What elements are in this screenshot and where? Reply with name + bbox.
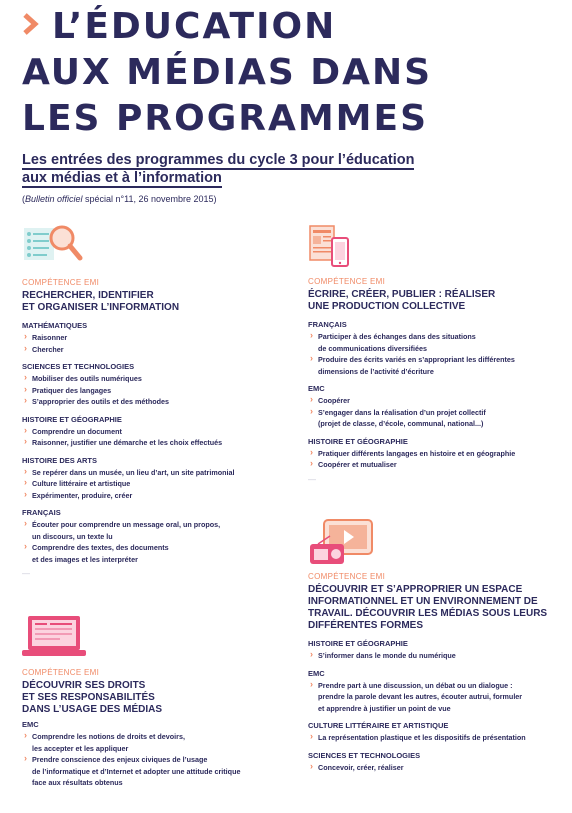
- block-title: DÉCOUVRIR ET S’APPROPRIER UN ESPACE INFORMATIONNEL ET UN ENVIRONNEMENT DE TRAVAIL. DÉCOUVRIR LES MÉDIAS SOUS LEURS DIFFÉRENTES FORMES: [308, 584, 548, 631]
- subject-heading: CULTURE LITTÉRAIRE ET ARTISTIQUE: [308, 721, 449, 730]
- competence-label: COMPÉTENCE EMI: [308, 572, 386, 581]
- competence-label: COMPÉTENCE EMI: [22, 278, 100, 287]
- subject-heading: HISTOIRE ET GÉOGRAPHIE: [22, 414, 122, 424]
- subtitle-line-2: aux médias et à l’information: [22, 170, 222, 186]
- list-item: › Concevoir, créer, réaliser: [308, 762, 564, 774]
- list-item: › Comprendre un document: [22, 426, 277, 438]
- block-title: ÉCRIRE, CRÉER, PUBLIER : RÉALISER UNE PRODUCTION COLLECTIVE: [308, 289, 496, 312]
- subject-heading: HISTOIRE ET GÉOGRAPHIE: [308, 639, 408, 648]
- subject-heading: EMC: [308, 384, 325, 393]
- list-item: › S’engager dans la réalisation d’un projet collectif (projet de classe, d’école, communal, national...): [308, 407, 563, 430]
- source-italic: Bulletin officiel: [25, 194, 83, 204]
- separator: —: [22, 569, 30, 578]
- laptop-screen-icon: [22, 614, 86, 660]
- magnifier-document-icon: [22, 222, 84, 264]
- list-item: › S’informer dans le monde du numérique: [308, 650, 564, 662]
- subject-heading: FRANÇAIS: [22, 508, 61, 517]
- newspaper-phone-icon: [308, 222, 352, 270]
- list-item: › Expérimenter, produire, créer: [22, 490, 277, 502]
- list-item: › Raisonner, justifier une démarche et les choix effectués: [22, 437, 277, 449]
- chevron-right-icon: [22, 12, 40, 36]
- subject-heading: SCIENCES ET TECHNOLOGIES: [308, 750, 421, 760]
- subject-heading: HISTOIRE ET GÉOGRAPHIE: [308, 436, 408, 446]
- page-header: [22, 4, 562, 142]
- list-item: › Raisonner: [22, 332, 277, 344]
- list-item: › Prendre part à une discussion, un débat ou un dialogue : prendre la parole devant les autres, écouter autrui, formuler et apprendre à justifier un point de vue: [308, 680, 564, 715]
- page-title-line-3: LES PROGRAMMES: [22, 98, 428, 139]
- list-item: › Culture littéraire et artistique: [22, 478, 277, 490]
- list-item: › Chercher: [22, 344, 277, 356]
- list-item: › Pratiquer différents langages en histoire et en géographie: [308, 448, 563, 460]
- right-block-write: [308, 277, 563, 487]
- subtitle-line-1: Les entrées des programmes du cycle 3 pour l’éducation: [22, 152, 415, 168]
- left-block-search: [22, 278, 277, 581]
- block-title: RECHERCHER, IDENTIFIER ET ORGANISER L’INFORMATION: [22, 290, 180, 313]
- subject-heading: EMC: [22, 720, 39, 729]
- right-block-discover: [308, 572, 564, 773]
- source-reference: (Bulletin officiel spécial n°11, 26 novembre 2015): [22, 194, 217, 204]
- list-item: › Se repérer dans un musée, un lieu d’art, un site patrimonial: [22, 467, 277, 479]
- list-item: › Prendre conscience des enjeux civiques de l’usage de l’informatique et d’Internet et adopter une attitude critique face aux résultats obtenus: [22, 754, 277, 789]
- list-item: › La représentation plastique et les dispositifs de présentation: [308, 732, 564, 744]
- competence-label: COMPÉTENCE EMI: [22, 668, 100, 677]
- page-title-line-1: L’ÉDUCATION: [52, 6, 337, 47]
- list-item: › Comprendre les notions de droits et devoirs, les accepter et les appliquer: [22, 731, 277, 754]
- list-item: › Comprendre des textes, des documents et des images et les interpréter: [22, 542, 277, 565]
- subject-heading: FRANÇAIS: [308, 320, 347, 329]
- page-title-line-2: AUX MÉDIAS DANS: [22, 52, 433, 93]
- competence-label: COMPÉTENCE EMI: [308, 277, 386, 286]
- block-title: DÉCOUVRIR SES DROITS ET SES RESPONSABILITÉS DANS L’USAGE DES MÉDIAS: [22, 680, 163, 715]
- subject-heading: MATHÉMATIQUES: [22, 321, 88, 330]
- list-item: › Participer à des échanges dans des situations de communications diversifiées: [308, 331, 563, 354]
- separator: —: [308, 474, 316, 484]
- subject-heading: SCIENCES ET TECHNOLOGIES: [22, 362, 135, 371]
- list-item: › Coopérer et mutualiser: [308, 459, 563, 471]
- subject-heading: HISTOIRE DES ARTS: [22, 455, 98, 465]
- list-item: › Mobiliser des outils numériques: [22, 373, 277, 385]
- list-item: › S’approprier des outils et des méthodes: [22, 396, 277, 408]
- list-item: › Coopérer: [308, 395, 563, 407]
- tablet-radio-icon: [308, 518, 378, 566]
- list-item: › Pratiquer des langages: [22, 385, 277, 397]
- page-subtitle: [22, 151, 462, 187]
- left-block-rights: [22, 668, 277, 789]
- subject-heading: EMC: [308, 668, 325, 678]
- list-item: › Écouter pour comprendre un message oral, un propos, un discours, un texte lu: [22, 519, 277, 542]
- list-item: › Produire des écrits variés en s’appropriant les différentes dimensions de l’activité d’écriture: [308, 354, 563, 377]
